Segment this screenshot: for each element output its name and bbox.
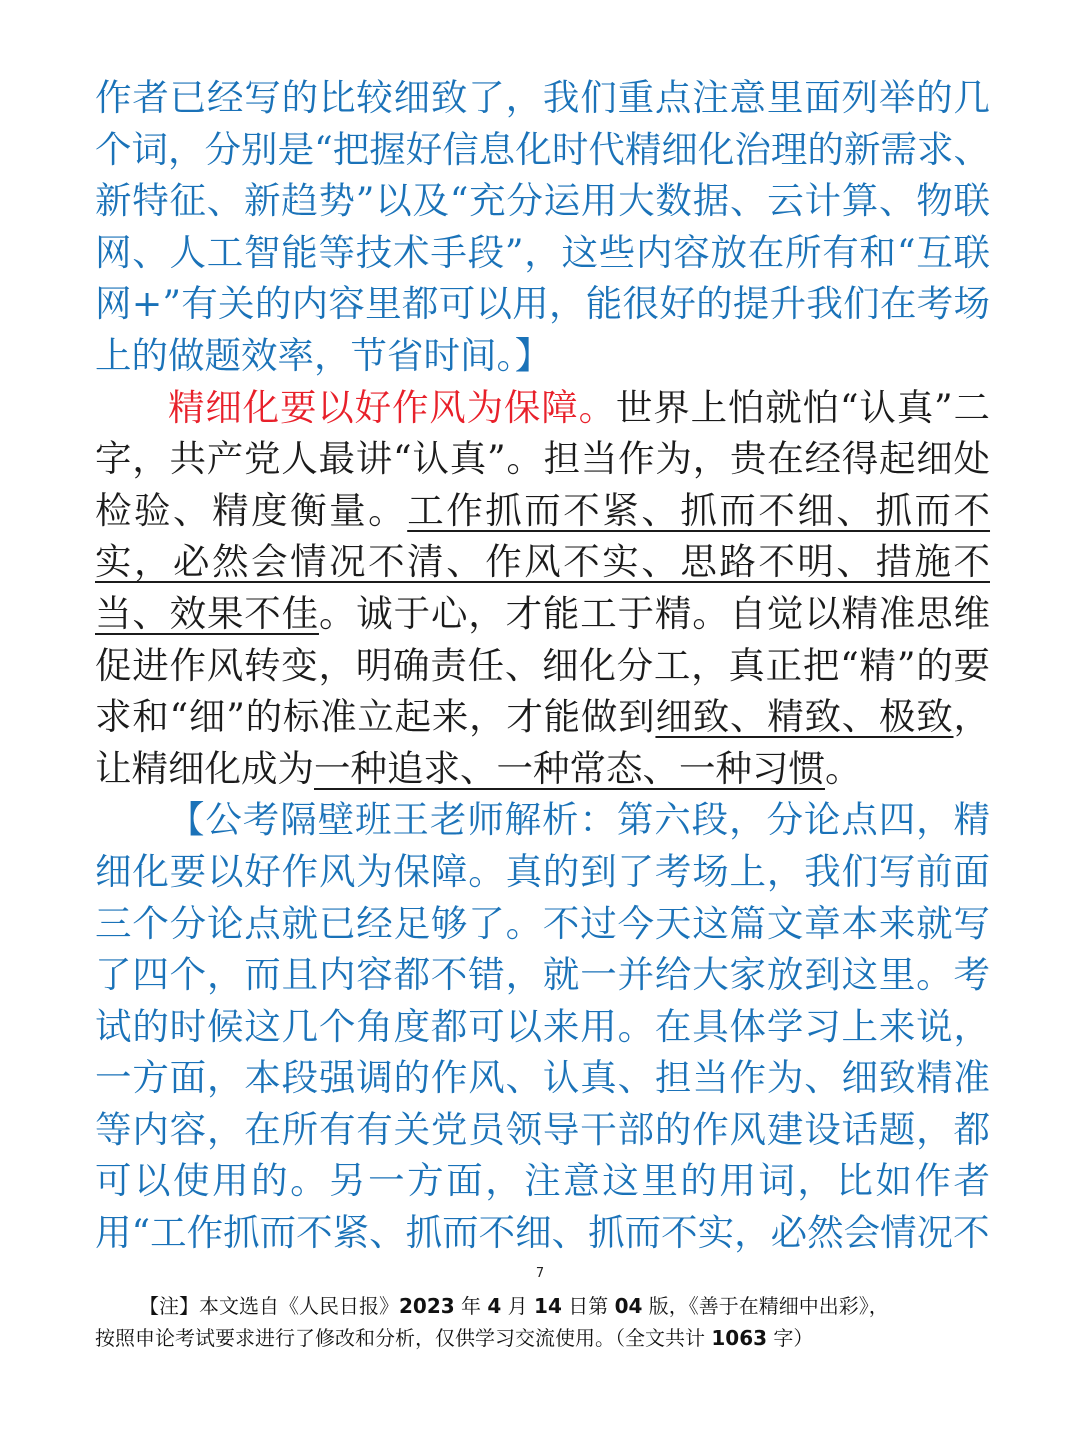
paragraph-text: 。诚于心，才能工于精。自觉以精准思维促进作风转变，明确责任、细化分工，真正把“精”的要求和“细”的标准立起来，才能做到 (95, 591, 991, 739)
article-body (95, 72, 990, 1259)
section-heading: 精细化要以好作风为保障。 (168, 385, 616, 429)
commentary-paragraph-1: 作者已经写的比较细致了，我们重点注意里面列举的几个词，分别是“把握好信息化时代精细化治理的新需求、新特征、新趋势”以及“充分运用大数据、云计算、物联网、人工智能等技术手段”，这些内容放在所有和“互联网+”有关的内容里都可以用，能很好的提升我们在考场上的做题效率，节省时间。】 (95, 76, 990, 377)
footnote-line-2: 按照申论考试要求进行了修改和分析，仅供学习交流使用。（全文共计 1063 字） (95, 1326, 814, 1350)
underlined-text: 一种追求、一种常态、一种习惯 (314, 746, 825, 790)
paragraph-text: 世界上怕就怕“认真”二字，共产党人最讲“认真”。担当作为，贵在经得起细处检验、精度衡量。 (95, 385, 991, 532)
paragraph-text: 。 (825, 746, 862, 790)
underlined-text: 工作抓而不紧、抓而不细、抓而不实，必然会情况不清、作风不实、思路不明、措施不当、效果不佳 (95, 488, 991, 635)
page-number: 7 (535, 1266, 545, 1281)
underlined-text: 细致、精致、极致 (655, 695, 954, 739)
article-paragraph (95, 382, 990, 795)
footnote (95, 1290, 995, 1354)
footnote-line-1: 【注】本文选自《人民日报》2023 年 4 月 14 日第 04 版，《善于在精细中出彩》， (139, 1294, 889, 1318)
paragraph-text: ，让精细化成为 (95, 695, 990, 790)
commentary-paragraph-2: 【公考隔壁班王老师解析：第六段，分论点四，精细化要以好作风为保障。真的到了考场上，我们写前面三个分论点就已经足够了。不过今天这篇文章本来就写了四个，而且内容都不错，就一并给大家放到这里。考试的时候这几个角度都可以来用。在具体学习上来说，一方面，本段强调的作风、认真、担当作为、细致精准等内容，在所有有关党员领导干部的作风建设话题，都可以使用的。另一方面，注意这里的用词，比如作者用“工作抓而不紧、抓而不细、抓而不实，必然会情况不 (95, 798, 990, 1255)
